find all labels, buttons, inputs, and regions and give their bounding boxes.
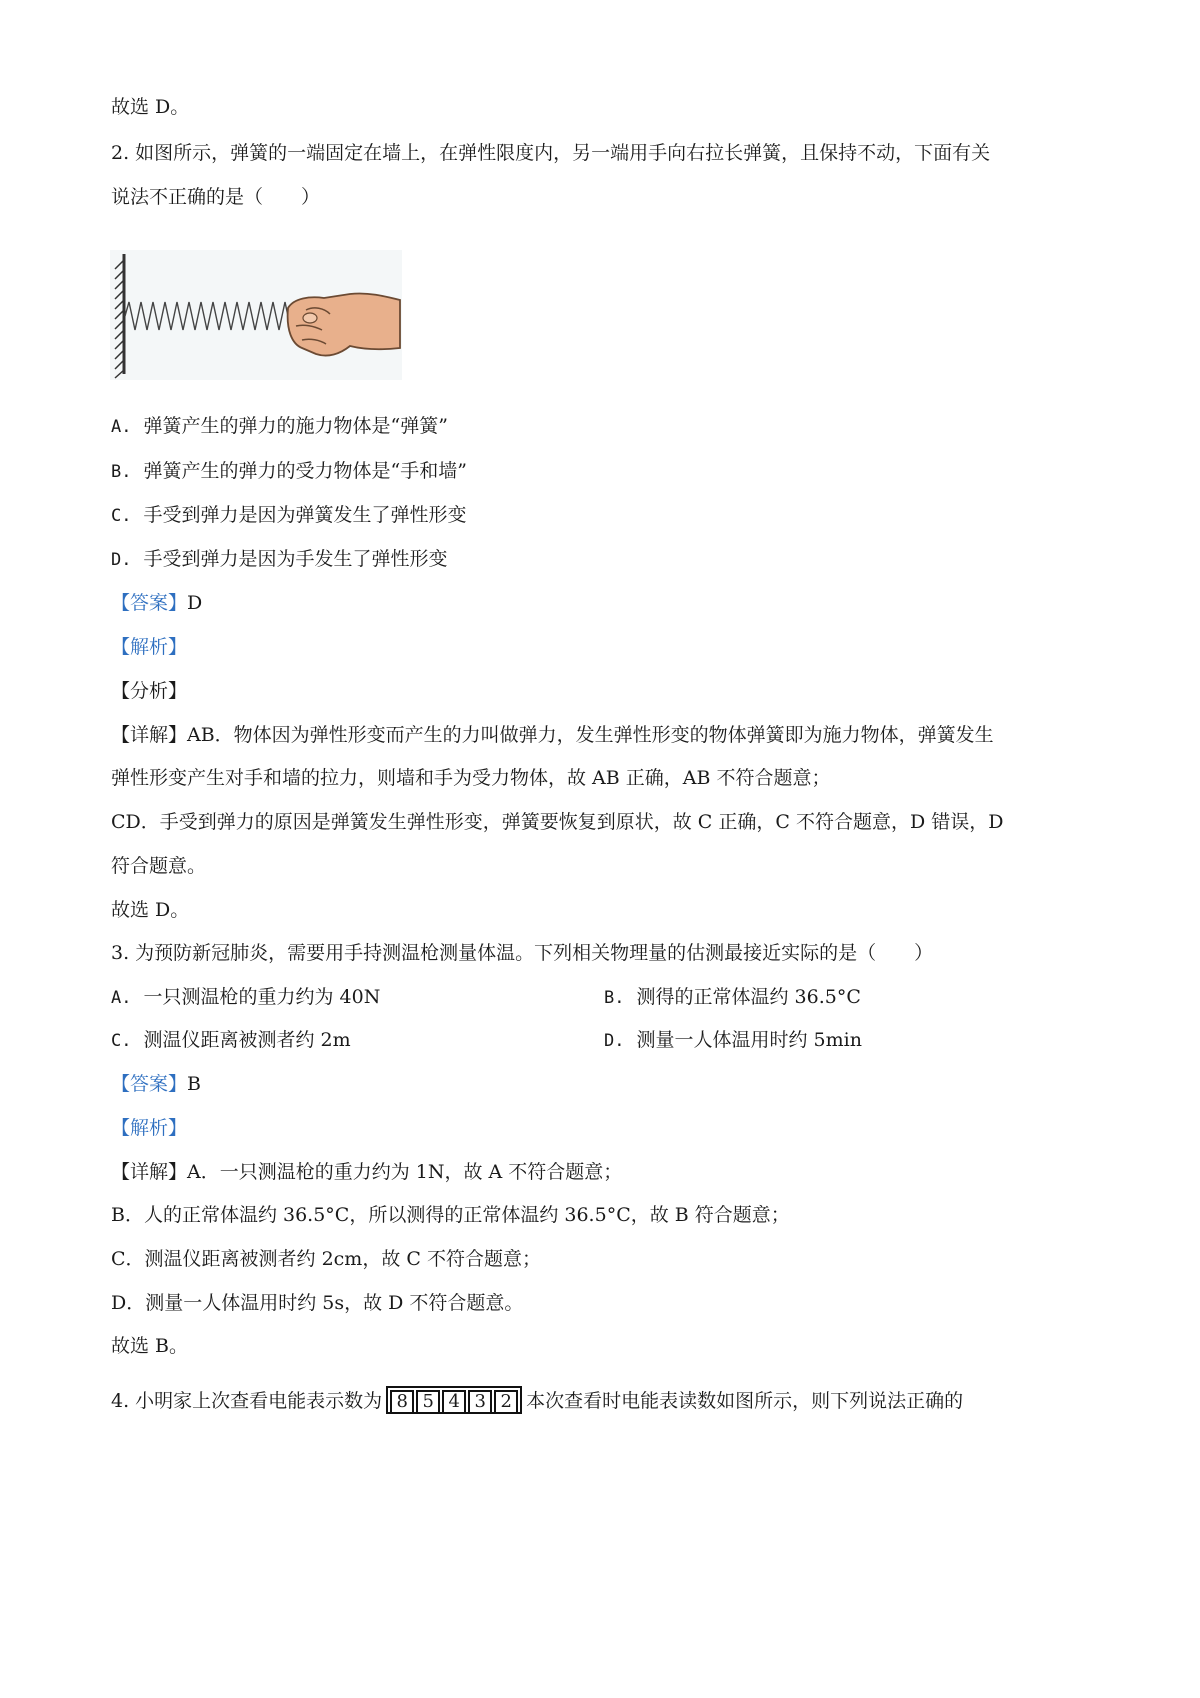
q2-stem-line1: 2. 如图所示，弹簧的一端固定在墙上，在弹性限度内，另一端用手向右拉长弹簧，且保持不动，下面有关 [111, 142, 991, 164]
q3-analysis-tag: 【解析】 [111, 1117, 188, 1139]
q2-answer: 【答案】D [111, 592, 203, 614]
meter-digit-decimal: 2 [494, 1390, 518, 1414]
q1-conclusion: 故选 D。 [111, 96, 190, 118]
meter-digit: 4 [442, 1390, 466, 1414]
q2-option-b: B. 弹簧产生的弹力的受力物体是“手和墙” [111, 460, 467, 482]
q3-option-d: D. 测量一人体温用时约 5min [604, 1029, 862, 1051]
q3-option-b: B. 测得的正常体温约 36.5°C [604, 986, 861, 1008]
spring-hand-figure [110, 250, 402, 380]
q2-fenxi-tag: 【分析】 [111, 680, 188, 702]
q2-detail-line2: 弹性形变产生对手和墙的拉力，则墙和手为受力物体，故 AB 正确，AB 不符合题意； [111, 767, 831, 789]
meter-digit: 8 [390, 1390, 414, 1414]
meter-reading [386, 1386, 522, 1414]
q3-stem: 3. 为预防新冠肺炎，需要用手持测温枪测量体温。下列相关物理量的估测最接近实际的是（ ） [111, 942, 934, 964]
q3-option-c: C. 测温仪距离被测者约 2m [111, 1029, 351, 1051]
q3-conclusion: 故选 B。 [111, 1335, 189, 1357]
q3-detail-line4: D．测量一人体温用时约 5s，故 D 不符合题意。 [111, 1292, 524, 1314]
q2-detail-line4: 符合题意。 [111, 855, 207, 877]
q3-option-a: A. 一只测温枪的重力约为 40N [111, 986, 381, 1008]
q4-stem: 4. 小明家上次查看电能表示数为 8 5 4 3 2 本次查看时电能表读数如图所示，则下列说法正确的 [111, 1388, 963, 1416]
meter-digit: 3 [468, 1390, 492, 1414]
hand-icon [288, 293, 400, 355]
meter-digit: 5 [416, 1390, 440, 1414]
q2-detail-line3: CD．手受到弹力的原因是弹簧发生弹性形变，弹簧要恢复到原状，故 C 正确，C 不符合题意，D 错误，D [111, 811, 1004, 833]
q3-detail-line1: 【详解】A．一只测温枪的重力约为 1N，故 A 不符合题意； [111, 1161, 623, 1183]
q2-option-d: D. 手受到弹力是因为手发生了弹性形变 [111, 548, 448, 570]
q3-answer: 【答案】B [111, 1073, 201, 1095]
q3-detail-line2: B．人的正常体温约 36.5°C，所以测得的正常体温约 36.5°C，故 B 符合题意； [111, 1204, 790, 1226]
q2-conclusion: 故选 D。 [111, 899, 190, 921]
q2-analysis-tag: 【解析】 [111, 636, 188, 658]
q2-stem-line2: 说法不正确的是（ ） [111, 186, 321, 208]
q2-option-a: A. 弹簧产生的弹力的施力物体是“弹簧” [111, 415, 448, 437]
q2-detail-line1: 【详解】AB．物体因为弹性形变而产生的力叫做弹力，发生弹性形变的物体弹簧即为施力物体，弹簧发生 [111, 724, 994, 746]
q2-option-c: C. 手受到弹力是因为弹簧发生了弹性形变 [111, 504, 467, 526]
q3-detail-line3: C．测温仪距离被测者约 2cm，故 C 不符合题意； [111, 1248, 541, 1270]
